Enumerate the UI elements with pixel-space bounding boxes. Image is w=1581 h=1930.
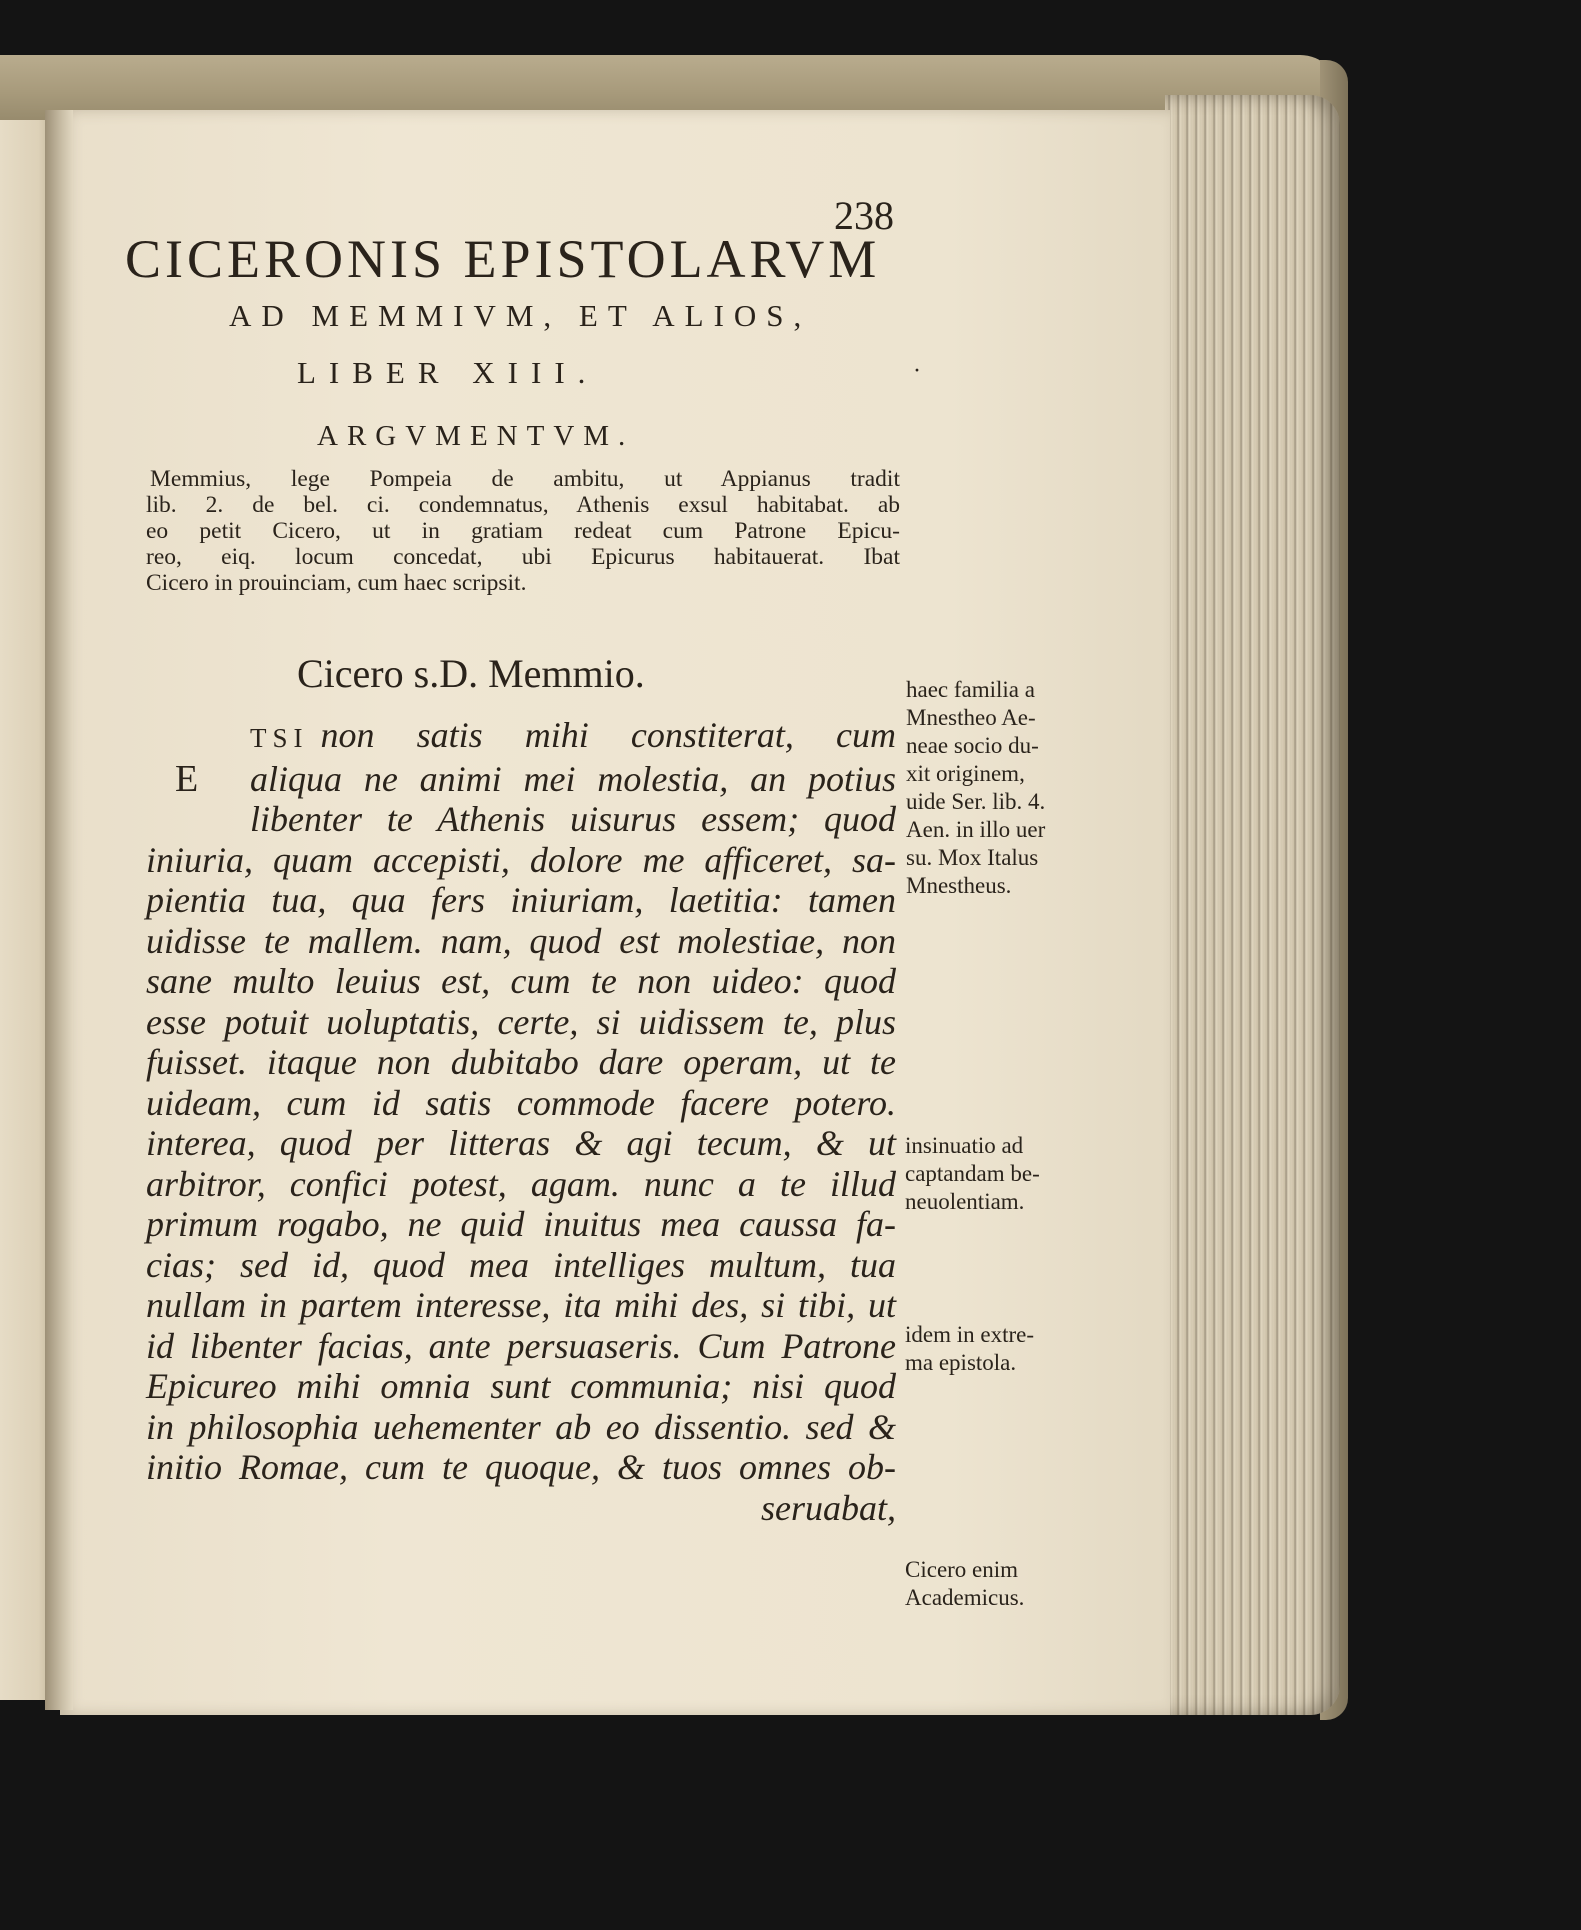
note-line: Mnestheus.	[906, 873, 1012, 898]
letter-body	[146, 715, 896, 1528]
book-label: LIBER XIII.	[297, 355, 599, 390]
letter-line: esse potuit uoluptatis, certe, si uidissem te, plus	[146, 1001, 896, 1042]
letter-line: cias; sed id, quod mea intelliges multum, tua	[146, 1244, 896, 1285]
note-line: captandam be-	[905, 1161, 1040, 1186]
letter-line	[146, 715, 896, 759]
letter-line: Epicureo mihi omnia sunt communia; nisi quod	[146, 1366, 896, 1406]
marginal-note	[905, 1132, 1040, 1216]
note-line: Mnestheo Ae-	[906, 705, 1036, 730]
note-line: Aen. in illo uer	[906, 817, 1046, 842]
letter-line: uidisse te mallem. nam, quod est molestiae, non	[146, 920, 896, 961]
note-line: su. Mox Italus	[906, 845, 1039, 870]
letter-line: arbitror, confici potest, agam. nunc a te illud	[146, 1163, 896, 1204]
letter-line: uideam, cum id satis commode facere potero.	[146, 1082, 896, 1123]
letter-line: in philosophia uehementer ab eo dissentio. sed &	[146, 1406, 896, 1447]
marginal-note	[905, 1321, 1034, 1377]
note-line: uide Ser. lib. 4.	[906, 789, 1046, 814]
letter-line: aliqua ne animi mei molestia, an potius	[250, 758, 896, 799]
note-line: Cicero enim	[905, 1557, 1019, 1582]
page-title: CICERONIS EPISTOLARVM	[125, 229, 881, 289]
letter-line: libenter te Athenis uisurus essem; quod	[250, 799, 896, 839]
note-line: idem in extre-	[905, 1322, 1035, 1347]
page-subtitle: AD MEMMIVM, ET ALIOS,	[229, 298, 812, 333]
argument-line: eo petit Cicero, ut in gratiam redeat cum Patrone Epicu-	[146, 518, 900, 544]
argument-text	[146, 466, 900, 596]
argument-line: Cicero in prouinciam, cum haec scripsit.	[146, 570, 527, 596]
letter-line: sane multo leuius est, cum te non uideo: quod	[146, 961, 896, 1001]
note-line: haec familia a	[906, 677, 1035, 702]
catchword: seruabat,	[761, 1487, 896, 1528]
letter-line: fuisset. itaque non dubitabo dare operam, ut te	[146, 1042, 896, 1082]
letter-line: pientia tua, qua fers iniuriam, laetitia: tamen	[146, 880, 896, 920]
note-line: xit originem,	[906, 761, 1025, 786]
note-line: Academicus.	[905, 1585, 1025, 1610]
note-line: neuolentiam.	[905, 1189, 1025, 1214]
letter-line: iniuria, quam accepisti, dolore me afficeret, sa-	[146, 839, 896, 880]
note-line: insinuatio ad	[905, 1133, 1024, 1158]
letter-line: nullam in partem interesse, ita mihi des, si tibi, ut	[146, 1285, 896, 1325]
marginal-note	[906, 676, 1045, 900]
page-edges-stack	[1165, 95, 1340, 1715]
letter-opening-word: TSI	[250, 723, 309, 753]
letter-salutation: Cicero s.D. Memmio.	[297, 651, 645, 696]
letter-line: primum rogabo, ne quid inuitus mea caussa fa-	[146, 1204, 896, 1244]
argument-line: Memmius, lege Pompeia de ambitu, ut Appianus tradit	[150, 466, 900, 492]
argument-line: lib. 2. de bel. ci. condemnatus, Athenis exsul habitabat. ab	[146, 492, 900, 518]
letter-line: initio Romae, cum te quoque, & tuos omnes ob-	[146, 1447, 896, 1487]
note-line: ma epistola.	[905, 1350, 1017, 1375]
letter-line: id libenter facias, ante persuaseris. Cum Patrone	[146, 1325, 896, 1366]
note-line: neae socio du-	[906, 733, 1039, 758]
marginal-note	[905, 1556, 1024, 1612]
argument-line: reo, eiq. locum concedat, ubi Epicurus habitauerat. Ibat	[146, 544, 900, 570]
drop-capital: E	[175, 758, 199, 800]
letter-line-text: non satis mihi constiterat, cum	[320, 715, 896, 755]
printer-mark: ·	[913, 358, 921, 384]
argument-heading: ARGVMENTVM.	[317, 420, 635, 452]
book-gutter	[45, 110, 73, 1710]
letter-line: interea, quod per litteras & agi tecum, & ut	[146, 1123, 896, 1163]
page-number: 238	[834, 193, 894, 238]
